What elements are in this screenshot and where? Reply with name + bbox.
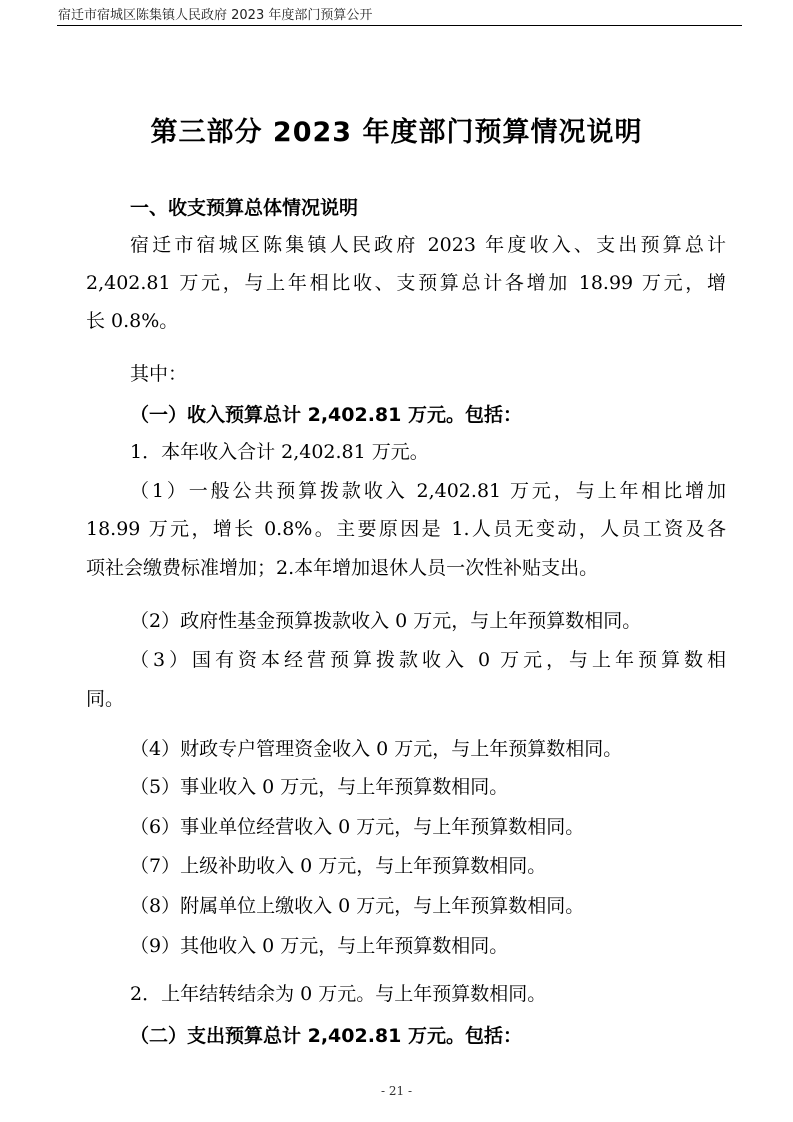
item-1-7: （7）上级补助收入 0 万元，与上年预算数相同。 <box>130 855 547 877</box>
item-1-9: （9）其他收入 0 万元，与上年预算数相同。 <box>130 935 509 957</box>
income-heading: （一）收入预算总计 2,402.81 万元。包括： <box>130 404 522 426</box>
expense-heading: （二）支出预算总计 2,402.81 万元。包括： <box>130 1025 522 1047</box>
page-title: 第三部分 2023 年度部门预算情况说明 <box>150 117 643 148</box>
item-1-3-line-1: （3）国有资本经营预算拨款收入 0 万元，与上年预算数相 <box>130 649 726 671</box>
item-1-3-line-2: 同。 <box>86 688 125 710</box>
intro-line-3: 长 0.8%。 <box>86 310 179 332</box>
item-1-2: （2）政府性基金预算拨款收入 0 万元，与上年预算数相同。 <box>130 610 642 632</box>
item-1-5: （5）事业收入 0 万元，与上年预算数相同。 <box>130 776 509 798</box>
page-number: - 21 - <box>380 1084 412 1098</box>
item-1-8: （8）附属单位上缴收入 0 万元，与上年预算数相同。 <box>130 895 585 917</box>
item-1: 1．本年收入合计 2,402.81 万元。 <box>130 441 429 463</box>
item-2: 2．上年结转结余为 0 万元。与上年预算数相同。 <box>130 983 547 1005</box>
item-1-6: （6）事业单位经营收入 0 万元，与上年预算数相同。 <box>130 816 585 838</box>
item-1-1-line-3: 项社会缴费标准增加；2.本年增加退休人员一次性补贴支出。 <box>86 557 599 579</box>
running-header: 宿迁市宿城区陈集镇人民政府 2023 年度部门预算公开 <box>58 8 373 23</box>
header-rule <box>57 25 742 26</box>
intro-line-2: 2,402.81 万元，与上年相比收、支预算总计各增加 18.99 万元，增 <box>86 272 726 294</box>
intro-line-1: 宿迁市宿城区陈集镇人民政府 2023 年度收入、支出预算总计 <box>130 234 726 256</box>
item-1-4: （4）财政专户管理资金收入 0 万元，与上年预算数相同。 <box>130 738 623 760</box>
qizhong-text: 其中： <box>130 363 188 385</box>
item-1-1-line-1: （1）一般公共预算拨款收入 2,402.81 万元，与上年相比增加 <box>130 480 726 502</box>
item-1-1-line-2: 18.99 万元，增长 0.8%。主要原因是 1.人员无变动，人员工资及各 <box>86 518 726 540</box>
section-heading: 一、收支预算总体情况说明 <box>130 197 359 219</box>
